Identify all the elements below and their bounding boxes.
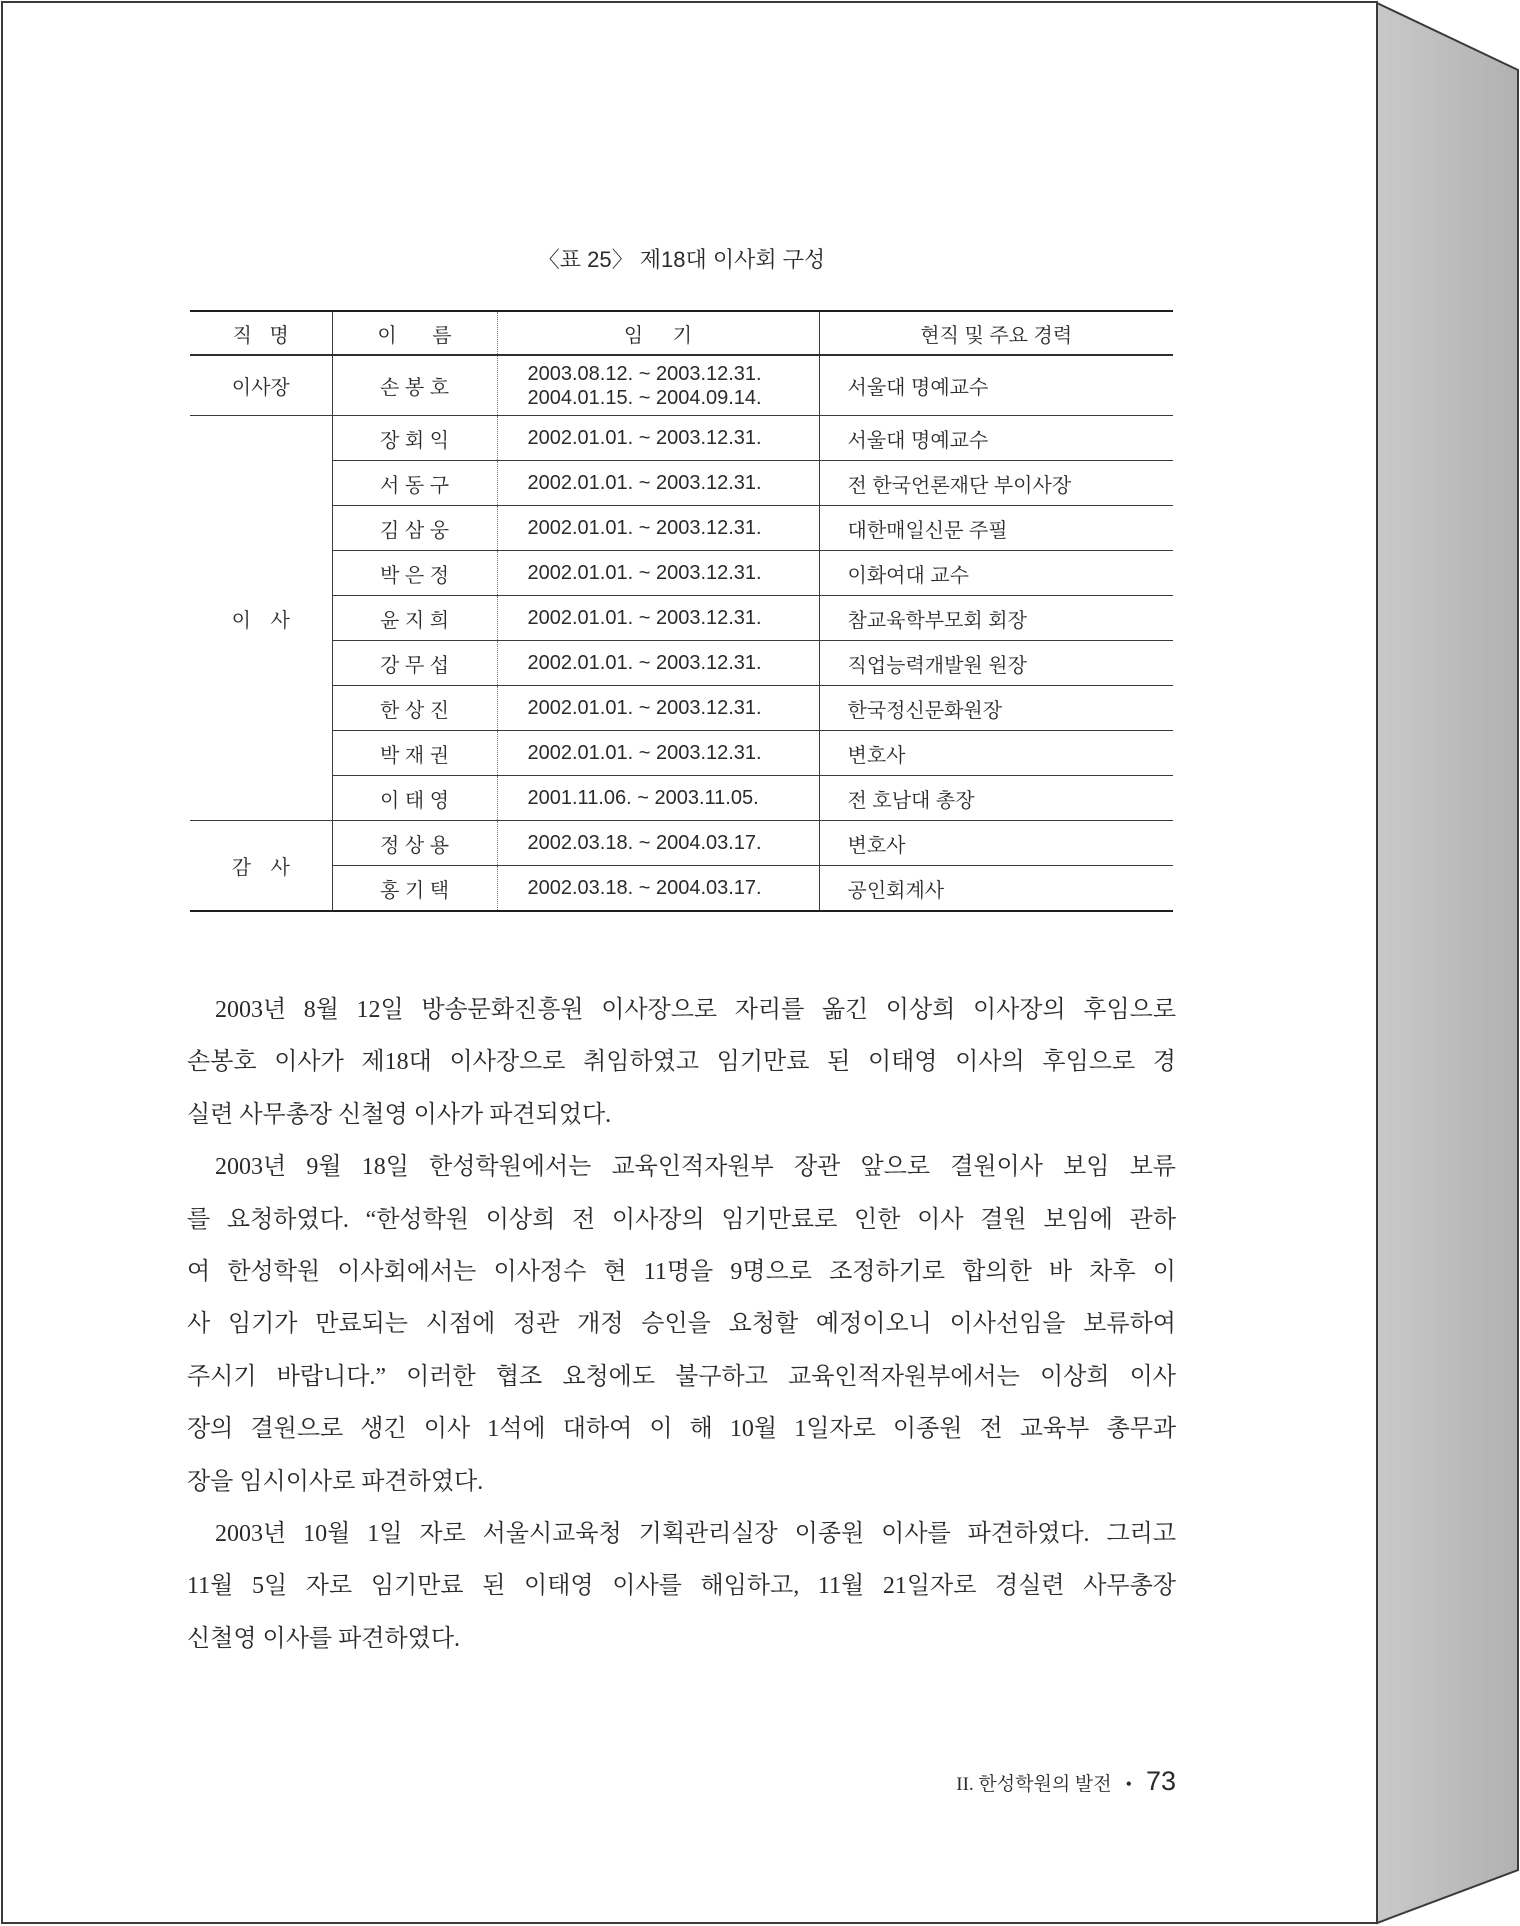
term-cell: 2002.01.01. ~ 2003.12.31.: [497, 596, 819, 641]
career-cell: 공인회계사: [819, 866, 1173, 912]
career-cell: 변호사: [819, 821, 1173, 866]
header-career: 현직 및 주요 경력: [819, 311, 1173, 355]
career-cell: 서울대 명예교수: [819, 355, 1173, 416]
career-cell: 전 한국언론재단 부이사장: [819, 461, 1173, 506]
text-line: 장의 결원으로 생긴 이사 1석에 대하여 이 해 10월 1일자로 이종원 전 교육부 총무과: [187, 1416, 1176, 1443]
table-row: [190, 641, 1173, 686]
name-cell: 강 무 섭: [332, 641, 497, 686]
career-cell: 변호사: [819, 731, 1173, 776]
name-cell: 윤 지 희: [332, 596, 497, 641]
position-cell: 감 사: [190, 821, 332, 912]
text-line: 11월 5일 자로 임기만료 된 이태영 이사를 해임하고, 11월 21일자로 경실련 사무총장: [187, 1573, 1176, 1600]
table-row: [190, 551, 1173, 596]
table-row: [190, 355, 1173, 416]
name-cell: 박 은 정: [332, 551, 497, 596]
header-position: 직 명: [190, 311, 332, 355]
text-line: 신철영 이사를 파견하였다.: [187, 1625, 461, 1652]
text-line: 여 한성학원 이사회에서는 이사정수 현 11명을 9명으로 조정하기로 합의한 바 차후 이: [187, 1258, 1176, 1285]
term-cell: 2002.03.18. ~ 2004.03.17.: [497, 821, 819, 866]
name-cell: 장 회 익: [332, 416, 497, 461]
career-cell: 대한매일신문 주필: [819, 506, 1173, 551]
career-cell: 직업능력개발원 원장: [819, 641, 1173, 686]
table-header-row: [190, 311, 1173, 355]
table-row: [190, 821, 1173, 866]
position-cell: 이사장: [190, 355, 332, 416]
book-edge: [1377, 3, 1518, 1923]
table-row: [190, 776, 1173, 821]
name-cell: 김 삼 웅: [332, 506, 497, 551]
career-cell: 전 호남대 총장: [819, 776, 1173, 821]
chapter-title: II. 한성학원의 발전: [956, 1774, 1112, 1795]
term-line: 2004.01.15. ~ 2004.09.14.: [527, 386, 762, 409]
footer-bullet: •: [1125, 1774, 1132, 1794]
name-cell: 손 봉 호: [332, 355, 497, 416]
career-cell: 참교육학부모회 회장: [819, 596, 1173, 641]
term-cell: 2002.01.01. ~ 2003.12.31.: [497, 551, 819, 596]
page-footer: [956, 1766, 1176, 1797]
table-row: [190, 596, 1173, 641]
term-cell: 2002.03.18. ~ 2004.03.17.: [497, 866, 819, 912]
text-line: 2003년 8월 12일 방송문화진흥원 이사장으로 자리를 옮긴 이상희 이사장의 후임으로: [215, 997, 1176, 1023]
term-cell: 2002.01.01. ~ 2003.12.31.: [497, 506, 819, 551]
text-line: 손봉호 이사가 제18대 이사장으로 취임하였고 임기만료 된 이태영 이사의 후임으로 경: [187, 1049, 1176, 1076]
table-row: [190, 416, 1173, 461]
term-cell: 2001.11.06. ~ 2003.11.05.: [497, 776, 819, 821]
header-name: 이 름: [332, 311, 497, 355]
text-line: 실련 사무총장 신철영 이사가 파견되었다.: [187, 1101, 612, 1128]
table-row: [190, 731, 1173, 776]
term-cell: [497, 355, 819, 416]
text-line: 사 임기가 만료되는 시점에 정관 개정 승인을 요청할 예정이오니 이사선임을 보류하여: [187, 1311, 1176, 1338]
text-line: 장을 임시이사로 파견하였다.: [187, 1468, 484, 1495]
name-cell: 정 상 용: [332, 821, 497, 866]
table-row: [190, 866, 1173, 912]
name-cell: 홍 기 택: [332, 866, 497, 912]
table-row: [190, 686, 1173, 731]
term-line: 2003.08.12. ~ 2003.12.31.: [527, 362, 762, 385]
table-caption: 〈표 25〉 제18대 이사회 구성: [537, 247, 826, 272]
career-cell: 서울대 명예교수: [819, 416, 1173, 461]
header-term: 임 기: [497, 311, 819, 355]
name-cell: 박 재 권: [332, 731, 497, 776]
text-line: 를 요청하였다. “한성학원 이상희 전 이사장의 임기만료로 인한 이사 결원 보임에 관하: [187, 1206, 1176, 1233]
term-cell: 2002.01.01. ~ 2003.12.31.: [497, 686, 819, 731]
page-number: 73: [1145, 1766, 1176, 1796]
table-row: [190, 506, 1173, 551]
term-cell: 2002.01.01. ~ 2003.12.31.: [497, 416, 819, 461]
term-cell: 2002.01.01. ~ 2003.12.31.: [497, 461, 819, 506]
career-cell: 이화여대 교수: [819, 551, 1173, 596]
board-composition-table: [190, 310, 1173, 912]
name-cell: 한 상 진: [332, 686, 497, 731]
term-cell: 2002.01.01. ~ 2003.12.31.: [497, 731, 819, 776]
body-text: [187, 984, 1176, 1665]
name-cell: 이 태 영: [332, 776, 497, 821]
text-line: 2003년 10월 1일 자로 서울시교육청 기획관리실장 이종원 이사를 파견하였다. 그리고: [215, 1520, 1176, 1547]
position-cell: 이 사: [190, 416, 332, 821]
name-cell: 서 동 구: [332, 461, 497, 506]
career-cell: 한국정신문화원장: [819, 686, 1173, 731]
text-line: 2003년 9월 18일 한성학원에서는 교육인적자원부 장관 앞으로 결원이사 보임 보류: [215, 1154, 1176, 1181]
table-row: [190, 461, 1173, 506]
text-line: 주시기 바랍니다.” 이러한 협조 요청에도 불구하고 교육인적자원부에서는 이상희 이사: [187, 1363, 1176, 1390]
term-cell: 2002.01.01. ~ 2003.12.31.: [497, 641, 819, 686]
